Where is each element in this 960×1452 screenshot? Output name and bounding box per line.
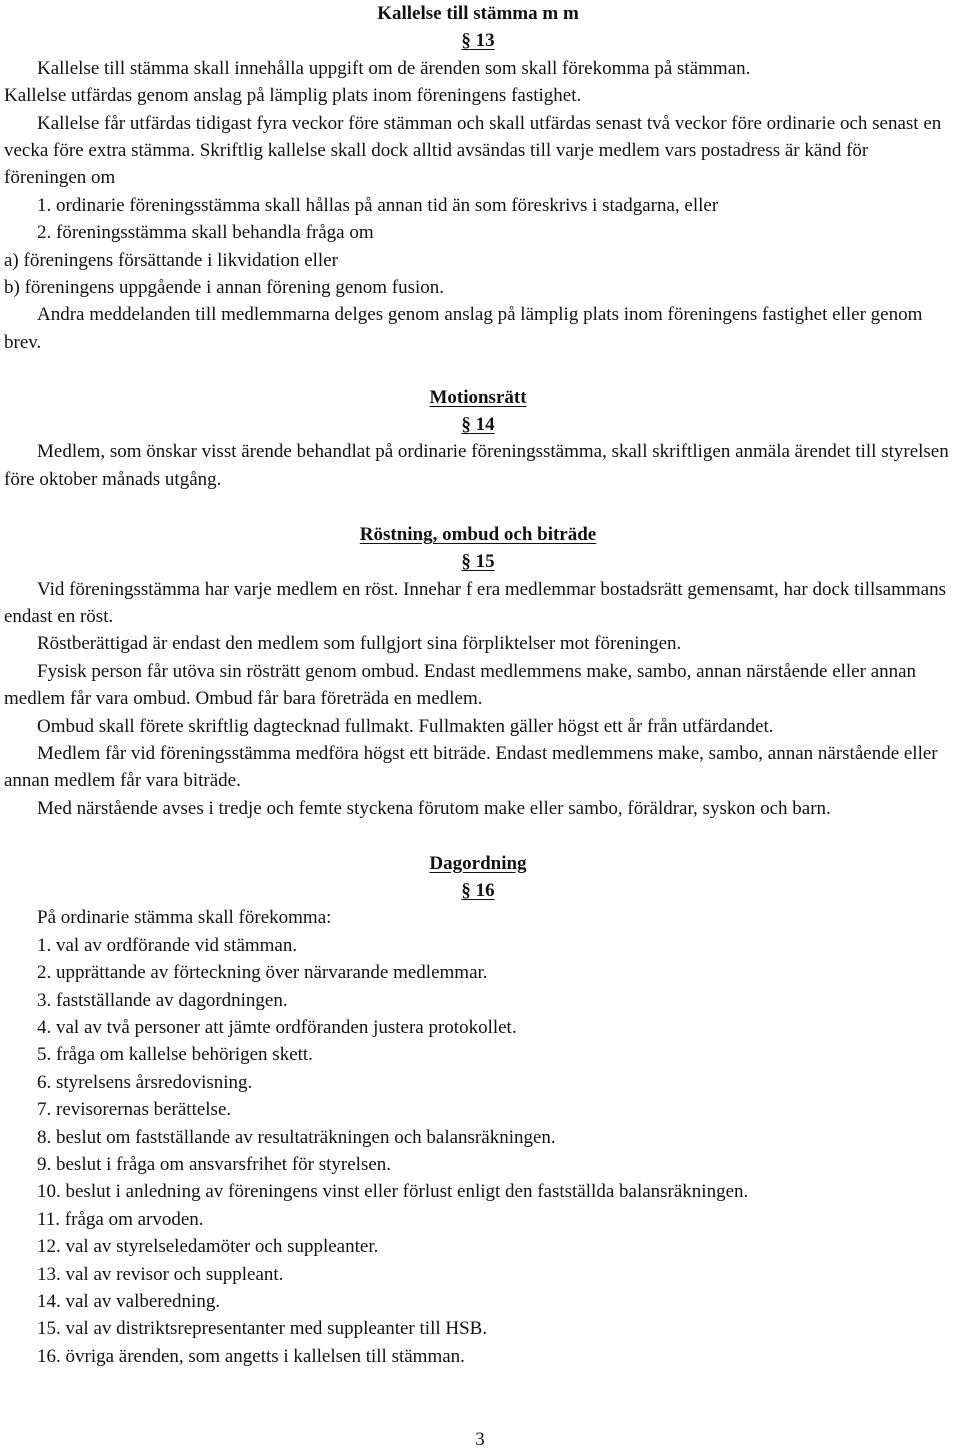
agenda-item: 7. revisorernas berättelse. xyxy=(37,1099,232,1121)
document-page xyxy=(4,0,952,1370)
section-16 xyxy=(4,850,952,1371)
paragraph: Kallelse får utfärdas tidigast fyra veckor före stämman och skall utfärdas senast två veckor före ordinarie och senast en vecka före extra stämma. Skriftlig kallelse skall dock alltid avsändas till varje medlem vars postadress är känd för föreningen om xyxy=(4,112,942,189)
paragraph: Andra meddelanden till medlemmarna delges genom anslag på lämplig plats inom föreningens fastighet eller genom brev. xyxy=(4,304,923,353)
agenda-item: 9. beslut i fråga om ansvarsfrihet för styrelsen. xyxy=(37,1154,392,1176)
agenda-item: 12. val av styrelseledamöter och suppleanter. xyxy=(37,1236,379,1258)
agenda-item: 8. beslut om fastställande av resultaträkningen och balansräkningen. xyxy=(37,1126,556,1148)
agenda-item: 3. fastställande av dagordningen. xyxy=(37,989,288,1011)
agenda-item: 2. upprättande av förteckning över närvarande medlemmar. xyxy=(37,962,488,984)
section-number: § 13 xyxy=(461,30,495,52)
section-13 xyxy=(4,0,952,356)
list-item: a) föreningens försättande i likvidation eller xyxy=(4,249,338,271)
paragraph: Fysisk person får utöva sin rösträtt genom ombud. Endast medlemmens make, sambo, annan närstående eller annan medlem får vara ombud. Ombud får bara företräda en medlem. xyxy=(4,660,917,710)
agenda-item: 4. val av två personer att jämte ordföranden justera protokollet. xyxy=(37,1016,517,1038)
paragraph: Kallelse utfärdas genom anslag på lämplig plats inom föreningens fastighet. xyxy=(4,85,582,107)
agenda-item: 13. val av revisor och suppleant. xyxy=(37,1263,284,1285)
section-number: § 15 xyxy=(461,551,495,573)
paragraph: Med närstående avses i tredje och femte styckena förutom make eller sambo, föräldrar, syskon och barn. xyxy=(37,797,831,819)
section-spacer xyxy=(4,493,952,520)
page-number: 3 xyxy=(475,1429,485,1450)
agenda-intro: På ordinarie stämma skall förekomma: xyxy=(37,907,332,929)
paragraph: Röstberättigad är endast den medlem som fullgjort sina förpliktelser mot föreningen. xyxy=(37,633,682,655)
section-heading: Dagordning xyxy=(429,852,527,874)
list-item: 1. ordinarie föreningsstämma skall hållas på annan tid än som föreskrivs i stadgarna, eller xyxy=(37,194,719,216)
agenda-item: 10. beslut i anledning av föreningens vinst eller förlust enligt den fastställda balansräkningen. xyxy=(37,1181,749,1203)
paragraph: Medlem får vid föreningsstämma medföra högst ett biträde. Endast medlemmens make, sambo, annan närstående eller annan medlem får vara biträde. xyxy=(4,742,938,792)
agenda-item: 1. val av ordförande vid stämman. xyxy=(37,934,298,956)
agenda-item: 16. övriga ärenden, som angetts i kallelsen till stämman. xyxy=(37,1345,465,1367)
section-14 xyxy=(4,384,952,494)
section-spacer xyxy=(4,822,952,849)
section-spacer xyxy=(4,356,952,383)
section-number: § 14 xyxy=(461,414,495,436)
agenda-item: 5. fråga om kallelse behörigen skett. xyxy=(37,1044,313,1066)
paragraph: Medlem, som önskar visst ärende behandlat på ordinarie föreningsstämma, skall skriftligen anmäla ärendet till styrelsen före oktober månads utgång. xyxy=(4,441,949,490)
section-heading: Kallelse till stämma m m xyxy=(377,3,579,24)
section-number: § 16 xyxy=(461,879,495,901)
agenda-item: 11. fråga om arvoden. xyxy=(37,1208,204,1230)
list-item: b) föreningens uppgående i annan förening genom fusion. xyxy=(4,277,445,299)
agenda-item: 14. val av valberedning. xyxy=(37,1291,221,1313)
section-15 xyxy=(4,521,952,822)
section-heading: Röstning, ombud och biträde xyxy=(359,523,597,545)
paragraph: Vid föreningsstämma har varje medlem en röst. Innehar f era medlemmar bostadsrätt gemensamt, har dock tillsammans endast en röst. xyxy=(4,578,946,627)
paragraph: Ombud skall förete skriftlig dagtecknad fullmakt. Fullmakten gäller högst ett år från utfärdandet. xyxy=(37,715,774,737)
section-heading: Motionsrätt xyxy=(429,386,527,408)
agenda-item: 6. styrelsens årsredovisning. xyxy=(37,1071,253,1093)
paragraph: Kallelse till stämma skall innehålla uppgift om de ärenden som skall förekomma på stämman. xyxy=(37,57,751,79)
list-item: 2. föreningsstämma skall behandla fråga om xyxy=(37,222,374,244)
agenda-item: 15. val av distriktsrepresentanter med suppleanter till HSB. xyxy=(37,1318,488,1340)
